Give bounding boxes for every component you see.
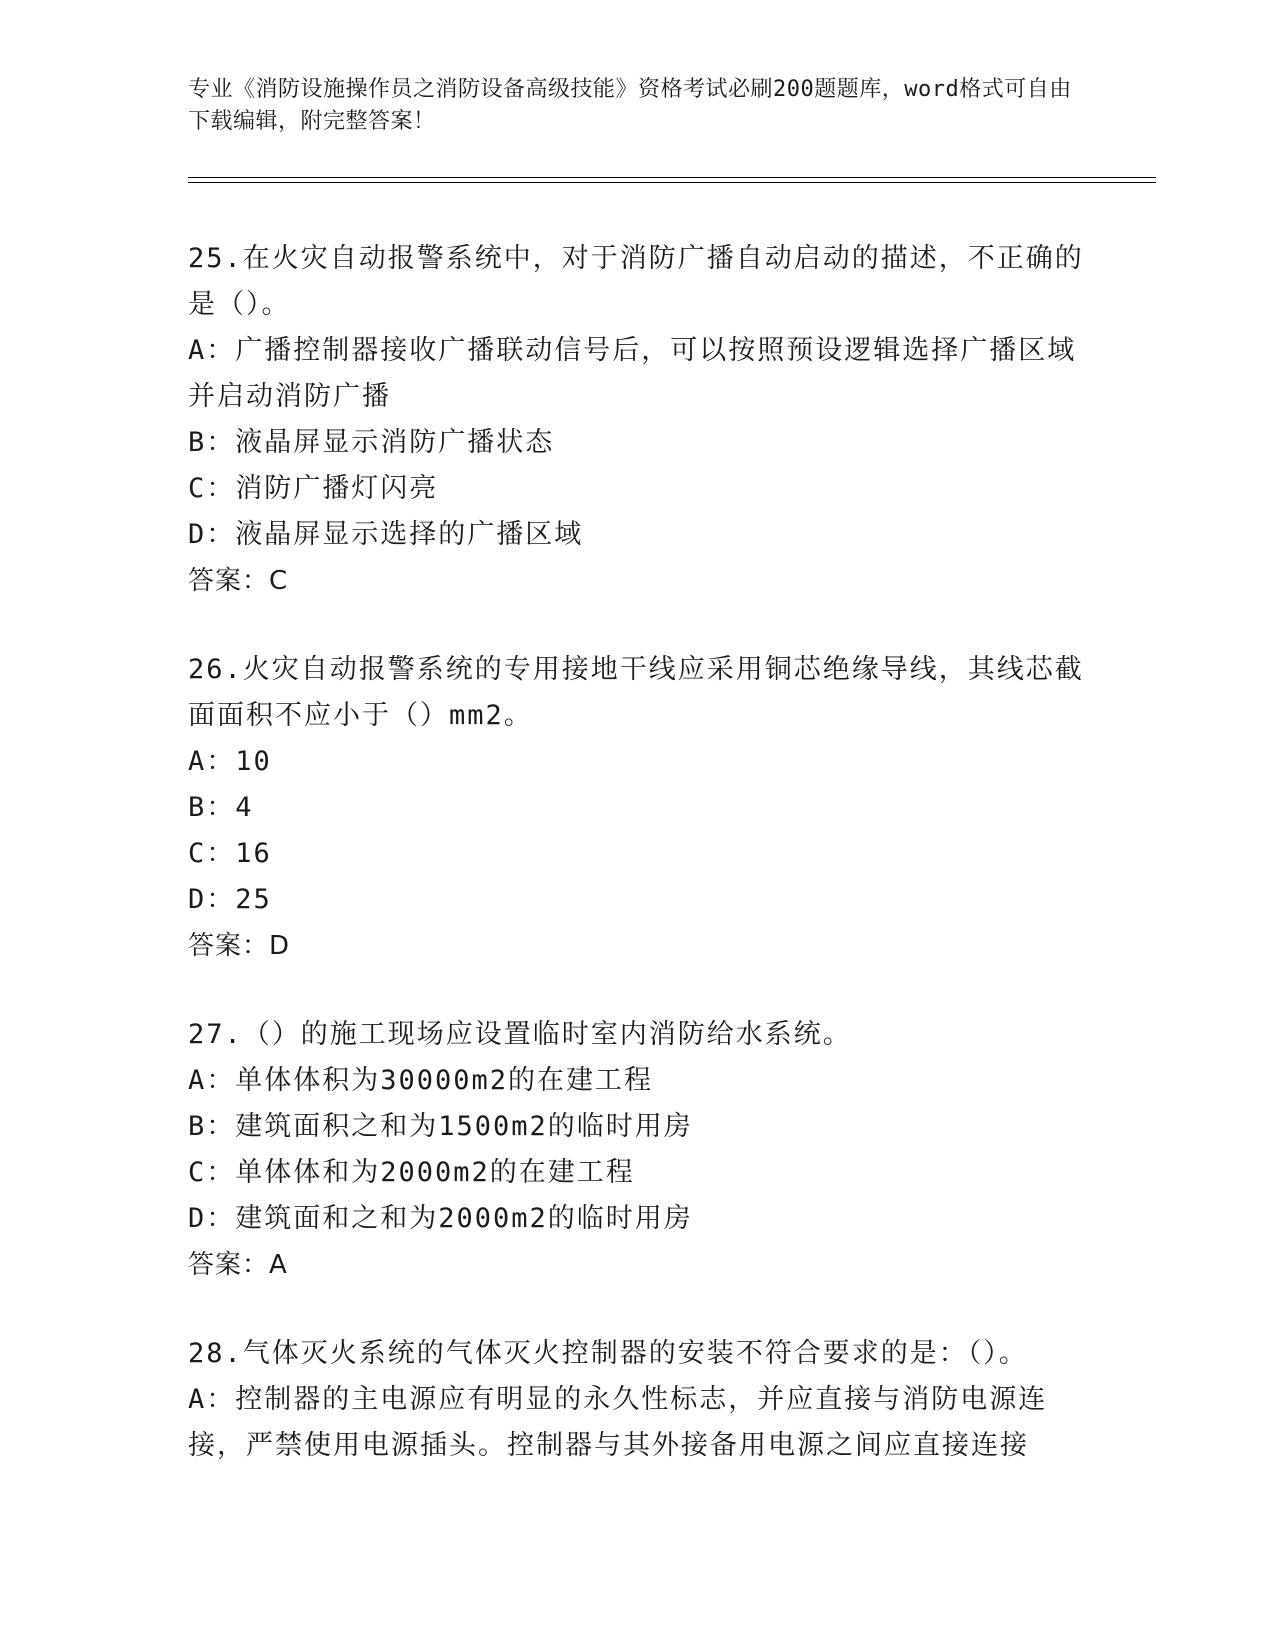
question-25 <box>188 236 1088 604</box>
option-a: A：控制器的主电源应有明显的永久性标志，并应直接与消防电源连接，严禁使用电源插头。控制器与其外接备用电源之间应直接连接 <box>188 1384 1048 1461</box>
answer-line: 答案：C <box>188 566 289 596</box>
question-stem: 26.火灾自动报警系统的专用接地干线应采用铜芯绝缘导线，其线芯截面面积不应小于（）mm2。 <box>188 654 1084 731</box>
document-header: 专业《消防设施操作员之消防设备高级技能》资格考试必刷200题题库，word格式可自由下载编辑，附完整答案！ <box>188 77 1072 134</box>
question-28 <box>188 1331 1088 1469</box>
option-d: D：25 <box>188 884 272 915</box>
answer-line: 答案：D <box>188 931 291 961</box>
option-c: C：16 <box>188 838 272 869</box>
option-b: B：4 <box>188 792 254 823</box>
option-d: D：建筑面和之和为2000m2的临时用房 <box>188 1203 693 1234</box>
option-a: A：单体体积为30000m2的在建工程 <box>188 1065 654 1096</box>
option-b: B：建筑面积之和为1500m2的临时用房 <box>188 1111 693 1142</box>
option-c: C：消防广播灯闪亮 <box>188 473 439 504</box>
question-stem: 28.气体灭火系统的气体灭火控制器的安装不符合要求的是：（）。 <box>188 1338 1028 1369</box>
option-b: B：液晶屏显示消防广播状态 <box>188 427 555 458</box>
option-c: C：单体体和为2000m2的在建工程 <box>188 1157 635 1188</box>
question-27 <box>188 1012 1088 1288</box>
question-26 <box>188 647 1088 969</box>
question-stem: 27.（）的施工现场应设置临时室内消防给水系统。 <box>188 1019 852 1050</box>
question-list <box>188 236 1088 1512</box>
header-divider-top <box>188 177 1156 178</box>
option-a: A：广播控制器接收广播联动信号后，可以按照预设逻辑选择广播区域并启动消防广播 <box>188 335 1077 412</box>
answer-line: 答案：A <box>188 1250 288 1280</box>
option-a: A：10 <box>188 746 272 777</box>
question-stem: 25.在火灾自动报警系统中，对于消防广播自动启动的描述，不正确的是（）。 <box>188 243 1084 320</box>
option-d: D：液晶屏显示选择的广播区域 <box>188 519 584 550</box>
header-divider-bottom <box>188 182 1156 183</box>
